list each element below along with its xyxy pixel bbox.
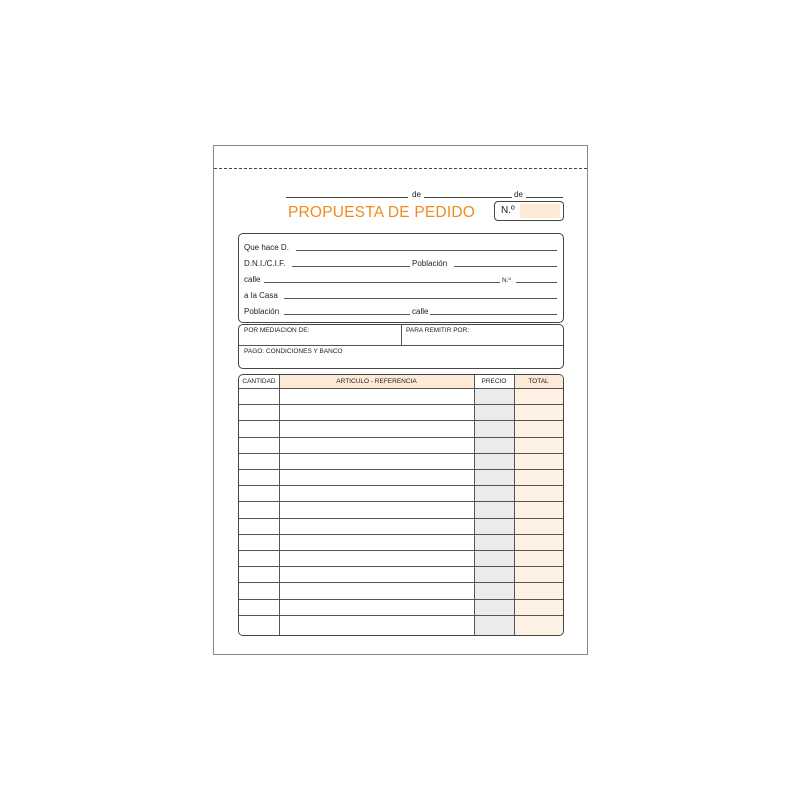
- client-info-box: [238, 233, 564, 323]
- precio-header: PRECIO: [481, 378, 507, 385]
- date-line: [286, 186, 566, 200]
- calle-label-1: calle: [244, 275, 261, 284]
- numero-label: N.º: [502, 277, 511, 284]
- table-row-line: [239, 485, 563, 486]
- para-remitir-label: PARA REMITIR POR:: [406, 327, 470, 334]
- order-number-field[interactable]: [520, 204, 560, 218]
- table-row-line: [239, 599, 563, 600]
- total-header: TOTAL: [528, 378, 549, 385]
- date-de-label-1: de: [412, 190, 421, 199]
- calle-field-1[interactable]: [264, 282, 500, 283]
- table-row-line: [239, 615, 563, 616]
- row-poblacion: [244, 304, 557, 316]
- items-table: [238, 374, 564, 636]
- a-la-casa-field[interactable]: [284, 298, 557, 299]
- mediation-divider-vertical: [401, 325, 402, 345]
- que-hace-field[interactable]: [296, 250, 557, 251]
- order-form-sheet: [213, 145, 588, 655]
- table-row-line: [239, 501, 563, 502]
- poblacion-label-2: Población: [244, 307, 280, 316]
- poblacion-field-1[interactable]: [454, 266, 557, 267]
- calle-field-2[interactable]: [430, 314, 557, 315]
- table-row-line: [239, 582, 563, 583]
- table-row-line: [239, 469, 563, 470]
- row-calle: [244, 272, 557, 284]
- col-divider-1: [279, 375, 280, 635]
- date-de-label-2: de: [514, 190, 523, 199]
- mediation-divider-horizontal: [239, 345, 563, 346]
- perforation-line: [214, 168, 587, 169]
- table-row-line: [239, 534, 563, 535]
- dni-field[interactable]: [292, 266, 410, 267]
- order-number-box: [494, 201, 564, 221]
- row-que-hace: [244, 240, 557, 252]
- articulo-header: ARTICULO - REFERENCIA: [336, 378, 417, 385]
- table-row-line: [239, 518, 563, 519]
- col-divider-2: [474, 375, 475, 635]
- a-la-casa-label: a la Casa: [244, 291, 278, 300]
- table-row-line: [239, 420, 563, 421]
- table-row-line: [239, 437, 563, 438]
- poblacion-label-1: Población: [412, 259, 448, 268]
- mediation-box: [238, 324, 564, 369]
- table-row-line: [239, 550, 563, 551]
- form-title: PROPUESTA DE PEDIDO: [288, 204, 475, 221]
- row-a-la-casa: [244, 288, 557, 300]
- table-row-line: [239, 566, 563, 567]
- date-month-field[interactable]: [424, 197, 512, 198]
- numero-field[interactable]: [516, 282, 557, 283]
- order-number-label: N.º: [501, 205, 515, 216]
- table-row-line: [239, 404, 563, 405]
- por-mediacion-label: POR MEDIACION DE:: [244, 327, 310, 334]
- date-place-field[interactable]: [286, 197, 408, 198]
- calle-label-2: calle: [412, 307, 429, 316]
- poblacion-field-2[interactable]: [284, 314, 410, 315]
- col-divider-3: [514, 375, 515, 635]
- pago-label: PAGO: CONDICIONES Y BANCO: [244, 348, 343, 355]
- table-row-line: [239, 453, 563, 454]
- date-year-field[interactable]: [526, 197, 563, 198]
- dni-label: D.N.I./C.I.F.: [244, 259, 286, 268]
- que-hace-label: Que hace D.: [244, 243, 289, 252]
- row-dni: [244, 256, 557, 268]
- cantidad-header: CANTIDAD: [242, 378, 276, 385]
